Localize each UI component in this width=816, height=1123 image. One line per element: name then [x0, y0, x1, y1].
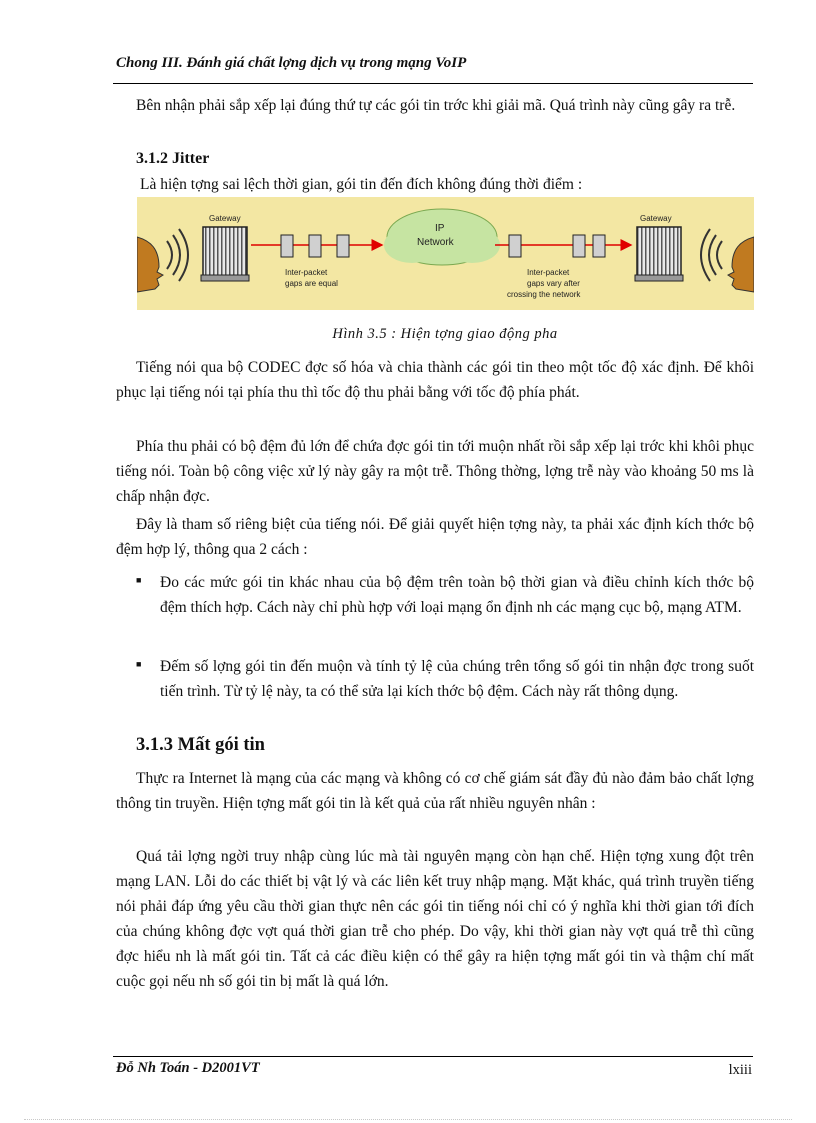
jitter-figure	[137, 197, 754, 310]
page-edge-divider	[24, 1119, 792, 1120]
section-heading-packet-loss: 3.1.3 Mất gói tin	[136, 735, 265, 755]
listener-right-icon	[701, 229, 754, 292]
right-note-line2: gaps vary after	[527, 279, 580, 288]
cloud-label-line1: IP	[435, 223, 445, 234]
right-note-line1: Inter-packet	[527, 268, 570, 277]
jitter-paragraph-3: Đây là tham số riêng biệt của tiếng nói. Để giải quyết hiện tợng này, ta phải xác định kích thớc bộ đệm hợp lý, thông qua 2 cách :	[116, 516, 754, 558]
left-note-line1: Inter-packet	[285, 268, 328, 277]
section-heading-jitter: 3.1.2 Jitter	[136, 150, 210, 167]
gateway-right-icon	[635, 227, 683, 281]
loss-paragraph-2: Quá tải lợng ngời truy nhập cùng lúc mà tài nguyên mạng còn hạn chế. Hiện tợng xung đột trên mạng LAN. Lỗi do các thiết bị vật lý và các liên kết truy nhập mạng. Mặt khác, quá trình truyền tiếng nói phải đáp ứng yêu cầu thời gian thực nên các gói tin tiếng nói chỉ có ý nghĩa khi thời gian tới đích của chúng không đợc vợt quá thời gian trễ cho phép. Do vậy, khi thời gian này vợt quá trễ thì cũng đợc hiểu nh là mất gói tin. Tất cả các điều kiện có thể gây ra hiện tợng mất gói tin và thậm chí mất cuộc gọi nếu nh số gói tin bị mất là quá lớn.	[116, 848, 754, 990]
left-note-line2: gaps are equal	[285, 279, 338, 288]
jitter-diagram	[137, 197, 754, 310]
cloud-label-line2: Network	[417, 237, 454, 248]
jitter-paragraph-2: Phía thu phải có bộ đệm đủ lớn để chứa đợc gói tin tới muộn nhất rồi sắp xếp lại trớc khi khôi phục tiếng nói. Toàn bộ công việc xử lý này gây ra một trễ. Thông thờng, lợng trễ này vào khoảng 50 ms là chấp nhận đợc.	[116, 438, 754, 505]
figure-caption: Hình 3.5 : Hiện tợng giao động pha	[332, 326, 558, 342]
gateway-left-icon	[201, 227, 249, 281]
gateway-right-label: Gateway	[640, 214, 672, 223]
speaker-left-icon	[137, 229, 188, 292]
footer-author: Đỗ Nh Toán - D2001VT	[116, 1060, 260, 1076]
running-header: Chong III. Đánh giá chất lợng dịch vụ trong mạng VoIP	[116, 55, 467, 71]
bullet-marker-icon: ■	[136, 659, 142, 669]
jitter-paragraph-1: Tiếng nói qua bộ CODEC đợc số hóa và chia thành các gói tin theo một tốc độ xác định. Để khôi phục lại tiếng nói tại phía thu thì tốc độ thu phải bằng với tốc độ phía phát.	[116, 359, 754, 401]
gateway-left-label: Gateway	[209, 214, 241, 223]
footer-rule	[113, 1056, 753, 1057]
intro-paragraph: Bên nhận phải sắp xếp lại đúng thứ tự các gói tin trớc khi giải mã. Quá trình này cũng gây ra trễ.	[136, 97, 736, 114]
loss-paragraph-1: Thực ra Internet là mạng của các mạng và không có cơ chế giám sát đầy đủ nào đảm bảo chất lợng thông tin truyền. Hiện tợng mất gói tin là kết quả của rất nhiều nguyên nhân :	[116, 770, 754, 812]
header-rule	[113, 83, 753, 84]
packet-icon	[281, 235, 349, 257]
page-number: lxiii	[728, 1062, 752, 1078]
bullet-item-2: Đếm số lợng gói tin đến muộn và tính tỷ lệ của chúng trên tổng số gói tin nhận đợc trong suốt tiến trình. Từ tỷ lệ này, ta có thể sửa lại kích thớc bộ đệm. Cách này rất thông dụng.	[160, 658, 754, 700]
packet-icon	[509, 235, 605, 257]
jitter-lead: Là hiện tợng sai lệch thời gian, gói tin đến đích không đúng thời điểm :	[140, 176, 583, 193]
bullet-marker-icon: ■	[136, 575, 142, 585]
bullet-item-1: Đo các mức gói tin khác nhau của bộ đệm trên toàn bộ thời gian và điều chỉnh kích thớc bộ đệm thích hợp. Cách này chỉ phù hợp với loại mạng ổn định nh các mạng cục bộ, mạng ATM.	[160, 574, 754, 616]
right-note-line3: crossing the network	[507, 290, 581, 299]
